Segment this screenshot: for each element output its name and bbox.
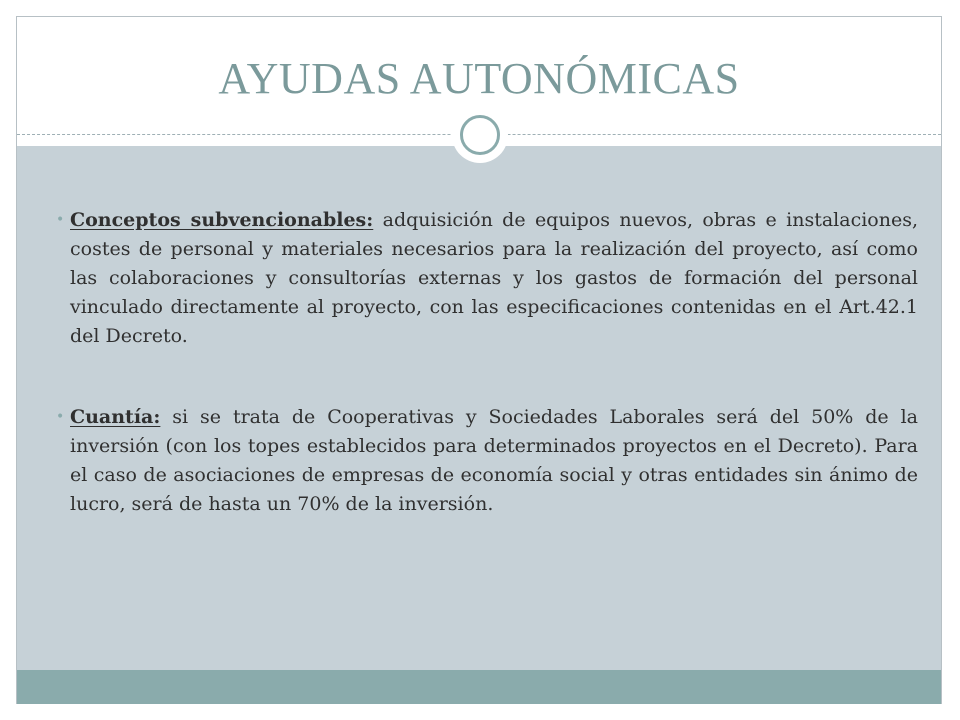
bullet-text: adquisición de equipos nuevos, obras e instalaciones, costes de personal y materiales necesarios para la realización del proyecto, así como las colaboraciones y consultorías externas y los gastos de formación del personal vinculado directamente al proyecto, con las especificaciones contenidas en el Art.42.1 del Decreto. bbox=[70, 209, 918, 347]
bullet-dot-icon: • bbox=[56, 409, 65, 425]
bullet-item-conceptos bbox=[56, 206, 918, 351]
ring-inner bbox=[460, 115, 500, 155]
bullet-item-cuantia bbox=[56, 403, 918, 519]
bullet-dot-icon: • bbox=[56, 212, 65, 228]
bullet-term: Conceptos subvencionables: bbox=[70, 209, 374, 231]
ring-ornament-icon bbox=[452, 107, 508, 163]
bullet-list bbox=[56, 206, 918, 571]
bullet-text: si se trata de Cooperativas y Sociedades Laborales será del 50% de la inversión (con los topes establecidos para determinados proyectos en el Decreto). Para el caso de asociaciones de empresas de economía social y otras entidades sin ánimo de lucro, será de hasta un 70% de la inversión. bbox=[70, 406, 918, 515]
footer-bar bbox=[17, 670, 941, 704]
bullet-term: Cuantía: bbox=[70, 406, 161, 428]
slide-title: AYUDAS AUTONÓMICAS bbox=[218, 54, 740, 103]
